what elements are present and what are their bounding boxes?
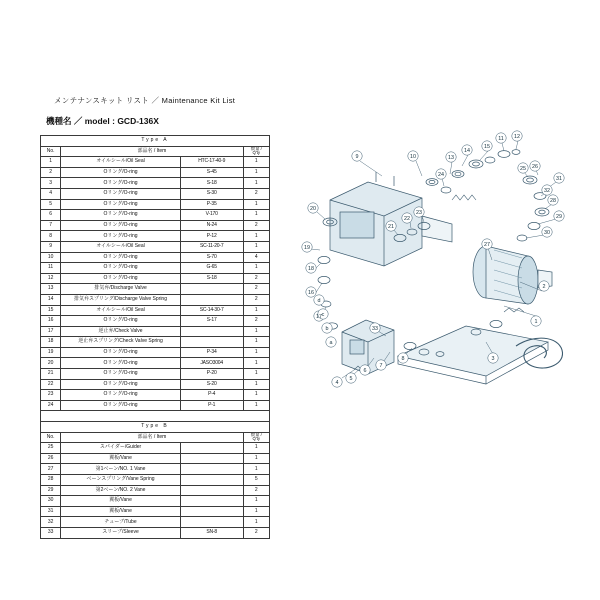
cell-code: SC-14-30-7 bbox=[180, 305, 243, 316]
cell-item: チューブ/Tube bbox=[61, 517, 181, 528]
model-label: 機種名 ／ model : bbox=[46, 116, 118, 126]
cell-code: P-12 bbox=[180, 231, 243, 242]
callout-label: 29 bbox=[556, 214, 562, 220]
cell-qty: 1 bbox=[243, 337, 269, 348]
cell-code: SC-11-20-7 bbox=[180, 241, 243, 252]
cell-qty: 2 bbox=[243, 188, 269, 199]
cell-qty: 1 bbox=[243, 358, 269, 369]
cell-item: Oリング/O-ring bbox=[61, 347, 181, 358]
table-row bbox=[41, 379, 270, 390]
cell-item: Oリング/O-ring bbox=[61, 167, 181, 178]
table-row bbox=[41, 527, 270, 538]
table-row bbox=[41, 369, 270, 380]
callout-label: 1 bbox=[534, 319, 538, 325]
table-row bbox=[41, 178, 270, 189]
cell-no: 33 bbox=[41, 527, 61, 538]
cell-no: 26 bbox=[41, 453, 61, 464]
cell-qty: 1 bbox=[243, 496, 269, 507]
cell-item: 翼板/Vane bbox=[61, 453, 181, 464]
cell-qty: 2 bbox=[243, 294, 269, 305]
cell-item: 翼板/Vane bbox=[61, 496, 181, 507]
table-row bbox=[41, 347, 270, 358]
table-row bbox=[41, 496, 270, 507]
callout-label: a bbox=[329, 340, 333, 346]
cell-no: 30 bbox=[41, 496, 61, 507]
callout-label: 14 bbox=[464, 148, 470, 154]
cell-no: 32 bbox=[41, 517, 61, 528]
callout-label: 18 bbox=[308, 266, 314, 272]
table-row bbox=[41, 284, 270, 295]
table-row bbox=[41, 475, 270, 486]
cell-item: Oリング/O-ring bbox=[61, 199, 181, 210]
cell-no: 6 bbox=[41, 210, 61, 221]
cell-no: 16 bbox=[41, 316, 61, 327]
cell-qty: 5 bbox=[243, 475, 269, 486]
callout-label: 28 bbox=[550, 198, 556, 204]
cell-qty: 1 bbox=[243, 379, 269, 390]
cell-item: Oリング/O-ring bbox=[61, 263, 181, 274]
cell-code bbox=[180, 326, 243, 337]
document-title: メンテナンスキット リスト ／ Maintenance Kit List bbox=[54, 96, 236, 105]
cell-no: 22 bbox=[41, 379, 61, 390]
cell-no: 3 bbox=[41, 178, 61, 189]
cell-no: 28 bbox=[41, 475, 61, 486]
callout-label: 5 bbox=[349, 376, 353, 382]
callout-label: c bbox=[321, 312, 325, 318]
table-row bbox=[41, 210, 270, 221]
cell-item: Oリング/O-ring bbox=[61, 369, 181, 380]
cell-code: V-170 bbox=[180, 210, 243, 221]
cell-item: 第2ベーン/NO. 2 Vane bbox=[61, 485, 181, 496]
cell-qty: 1 bbox=[243, 453, 269, 464]
cell-item: Oリング/O-ring bbox=[61, 210, 181, 221]
table-row bbox=[41, 273, 270, 284]
cell-item: Oリング/O-ring bbox=[61, 379, 181, 390]
cell-no: 9 bbox=[41, 241, 61, 252]
cell-qty: 1 bbox=[243, 263, 269, 274]
cell-item: Oリング/O-ring bbox=[61, 358, 181, 369]
header-no: No. bbox=[41, 146, 61, 157]
type-a-bar bbox=[41, 136, 270, 147]
cell-no: 27 bbox=[41, 464, 61, 475]
cell-no: 11 bbox=[41, 263, 61, 274]
cell-code: SN-8 bbox=[180, 527, 243, 538]
cell-qty: 2 bbox=[243, 316, 269, 327]
cell-code: P-35 bbox=[180, 199, 243, 210]
cell-qty: 2 bbox=[243, 220, 269, 231]
cell-code bbox=[180, 284, 243, 295]
cell-no: 2 bbox=[41, 167, 61, 178]
table-row bbox=[41, 358, 270, 369]
callout-label: 3 bbox=[491, 356, 495, 362]
table-row bbox=[41, 400, 270, 411]
cell-code: S-18 bbox=[180, 273, 243, 284]
cell-no: 23 bbox=[41, 390, 61, 401]
callout-label: 9 bbox=[355, 154, 359, 160]
cell-qty: 1 bbox=[243, 443, 269, 454]
cell-no: 18 bbox=[41, 337, 61, 348]
cell-qty: 1 bbox=[243, 517, 269, 528]
cell-qty: 1 bbox=[243, 369, 269, 380]
callout-label: 8 bbox=[401, 356, 405, 362]
cell-item: スリーブ/Sleeve bbox=[61, 527, 181, 538]
cell-no: 12 bbox=[41, 273, 61, 284]
type-a-label: Type A bbox=[41, 136, 270, 147]
cell-code: P-34 bbox=[180, 347, 243, 358]
motor bbox=[473, 246, 552, 304]
cell-no: 21 bbox=[41, 369, 61, 380]
callout-label: 24 bbox=[438, 172, 444, 178]
table-row bbox=[41, 263, 270, 274]
callout-label: d bbox=[317, 298, 321, 304]
cell-no: 15 bbox=[41, 305, 61, 316]
cell-item: Oリング/O-ring bbox=[61, 220, 181, 231]
pump-body bbox=[330, 172, 452, 266]
cell-item: Oリング/O-ring bbox=[61, 252, 181, 263]
cell-no: 10 bbox=[41, 252, 61, 263]
cell-code: JASO3004 bbox=[180, 358, 243, 369]
callout-label: 17 bbox=[316, 314, 322, 320]
table-row bbox=[41, 231, 270, 242]
cell-code bbox=[180, 337, 243, 348]
table-row bbox=[41, 316, 270, 327]
parts-table bbox=[40, 135, 270, 539]
table-row bbox=[41, 157, 270, 168]
callout-label: 4 bbox=[335, 380, 339, 386]
cell-code: G-65 bbox=[180, 263, 243, 274]
cell-no: 20 bbox=[41, 358, 61, 369]
cell-qty: 2 bbox=[243, 485, 269, 496]
cell-qty: 1 bbox=[243, 464, 269, 475]
cell-no: 25 bbox=[41, 443, 61, 454]
callout-label: 31 bbox=[556, 176, 562, 182]
cell-code bbox=[180, 475, 243, 486]
table-row bbox=[41, 506, 270, 517]
table-row bbox=[41, 464, 270, 475]
cell-qty: 1 bbox=[243, 390, 269, 401]
callout-label: 6 bbox=[363, 368, 367, 374]
cell-qty: 1 bbox=[243, 506, 269, 517]
cell-item: スパイダー/Guider bbox=[61, 443, 181, 454]
cell-qty: 1 bbox=[243, 241, 269, 252]
cell-item: Oリング/O-ring bbox=[61, 231, 181, 242]
cell-qty: 1 bbox=[243, 178, 269, 189]
callout-label: 23 bbox=[416, 210, 422, 216]
callout-label: 30 bbox=[544, 230, 550, 236]
callout-label: 13 bbox=[448, 155, 454, 161]
cell-qty: 2 bbox=[243, 284, 269, 295]
cell-qty: 1 bbox=[243, 157, 269, 168]
table-row bbox=[41, 326, 270, 337]
cell-item: Oリング/O-ring bbox=[61, 316, 181, 327]
table-row bbox=[41, 252, 270, 263]
cell-code bbox=[180, 485, 243, 496]
table-row bbox=[41, 443, 270, 454]
cell-code: P-1 bbox=[180, 400, 243, 411]
cell-no: 14 bbox=[41, 294, 61, 305]
cell-item: 排気弁スプリング/Discharge Valve Spring bbox=[61, 294, 181, 305]
cell-item: 翼板/Vane bbox=[61, 506, 181, 517]
table-row bbox=[41, 337, 270, 348]
cell-qty: 4 bbox=[243, 252, 269, 263]
table-spacer bbox=[41, 411, 270, 422]
cell-no: 1 bbox=[41, 157, 61, 168]
cell-code bbox=[180, 517, 243, 528]
parts-list-document bbox=[40, 95, 276, 539]
table-row bbox=[41, 453, 270, 464]
header-item: 部品名 / Item bbox=[61, 146, 243, 157]
cell-code bbox=[180, 464, 243, 475]
cell-item: オイルシール/Oil Seal bbox=[61, 157, 181, 168]
cell-qty: 1 bbox=[243, 231, 269, 242]
type-b-bar bbox=[41, 422, 270, 433]
table-row bbox=[41, 167, 270, 178]
callout-label: 22 bbox=[404, 216, 410, 222]
cell-code: HTC-17-40-9 bbox=[180, 157, 243, 168]
callout-label: 27 bbox=[484, 242, 490, 248]
type-b-label: Type B bbox=[41, 422, 270, 433]
cell-code: S-20 bbox=[180, 379, 243, 390]
cell-code bbox=[180, 294, 243, 305]
cell-code: N-24 bbox=[180, 220, 243, 231]
table-row bbox=[41, 390, 270, 401]
cell-qty: 1 bbox=[243, 347, 269, 358]
callout-label: 32 bbox=[544, 188, 550, 194]
table-header-b bbox=[41, 432, 270, 443]
header-qty: 数量 / Q'ty bbox=[243, 432, 269, 443]
callout-label: 20 bbox=[310, 206, 316, 212]
header-qty: 数量 / Q'ty bbox=[243, 146, 269, 157]
cell-item: ベーンスプリング/Vane Spring bbox=[61, 475, 181, 486]
cell-code bbox=[180, 443, 243, 454]
cell-code bbox=[180, 453, 243, 464]
cell-qty: 2 bbox=[243, 527, 269, 538]
callout-label: 21 bbox=[388, 224, 394, 230]
cell-item: Oリング/O-ring bbox=[61, 188, 181, 199]
cell-no: 31 bbox=[41, 506, 61, 517]
cell-no: 4 bbox=[41, 188, 61, 199]
cell-no: 19 bbox=[41, 347, 61, 358]
table-row bbox=[41, 241, 270, 252]
exploded-parts-diagram bbox=[290, 120, 580, 410]
model-value: GCD-136X bbox=[117, 116, 159, 126]
cell-code: S-30 bbox=[180, 188, 243, 199]
cell-code: S-18 bbox=[180, 178, 243, 189]
callout-label: 15 bbox=[484, 144, 490, 150]
callout-label: 2 bbox=[542, 284, 546, 290]
header-item: 部品名 / Item bbox=[61, 432, 243, 443]
table-row bbox=[41, 485, 270, 496]
header-no: No. bbox=[41, 432, 61, 443]
cell-item: Oリング/O-ring bbox=[61, 178, 181, 189]
table-row bbox=[41, 199, 270, 210]
cell-item: 排気弁/Discharge Valve bbox=[61, 284, 181, 295]
cell-no: 5 bbox=[41, 199, 61, 210]
cell-item: 第1ベーン/NO. 1 Vane bbox=[61, 464, 181, 475]
cell-qty: 1 bbox=[243, 199, 269, 210]
callout-label: b bbox=[325, 326, 329, 332]
callout-label: 10 bbox=[410, 154, 416, 160]
table-row bbox=[41, 220, 270, 231]
cell-qty: 1 bbox=[243, 210, 269, 221]
cell-item: オイルシール/Oil Seal bbox=[61, 305, 181, 316]
cell-code: S-45 bbox=[180, 167, 243, 178]
callout-label: 19 bbox=[304, 245, 310, 251]
callout-label: 16 bbox=[308, 290, 314, 296]
cell-no: 13 bbox=[41, 284, 61, 295]
cell-no: 17 bbox=[41, 326, 61, 337]
cell-item: 逆止弁スプリング/Check Valve Spring bbox=[61, 337, 181, 348]
cell-code bbox=[180, 496, 243, 507]
callout-label: 11 bbox=[498, 136, 504, 142]
callout-label: 12 bbox=[514, 134, 520, 140]
cell-item: オイルシール/Oil Seal bbox=[61, 241, 181, 252]
cell-qty: 1 bbox=[243, 167, 269, 178]
cell-qty: 1 bbox=[243, 400, 269, 411]
callout-label: 33 bbox=[372, 326, 378, 332]
cell-qty: 1 bbox=[243, 305, 269, 316]
cell-no: 24 bbox=[41, 400, 61, 411]
table-row bbox=[41, 517, 270, 528]
table-header-a bbox=[41, 146, 270, 157]
model-line bbox=[46, 115, 276, 127]
table-row bbox=[41, 188, 270, 199]
cell-qty: 2 bbox=[243, 273, 269, 284]
table-row bbox=[41, 294, 270, 305]
cell-item: Oリング/O-ring bbox=[61, 273, 181, 284]
cell-no: 7 bbox=[41, 220, 61, 231]
cell-item: Oリング/O-ring bbox=[61, 390, 181, 401]
cell-code bbox=[180, 506, 243, 517]
callout-label: 26 bbox=[532, 164, 538, 170]
cell-code: P-20 bbox=[180, 369, 243, 380]
cell-no: 29 bbox=[41, 485, 61, 496]
parts-table-body bbox=[41, 136, 270, 539]
table-row bbox=[41, 305, 270, 316]
cell-code: S-17 bbox=[180, 316, 243, 327]
cell-qty: 1 bbox=[243, 326, 269, 337]
cell-item: Oリング/O-ring bbox=[61, 400, 181, 411]
cell-code: P-4 bbox=[180, 390, 243, 401]
cell-code: S-70 bbox=[180, 252, 243, 263]
callout-label: 25 bbox=[520, 166, 526, 172]
cell-no: 8 bbox=[41, 231, 61, 242]
cell-item: 逆止弁/Check Valve bbox=[61, 326, 181, 337]
callout-label: 7 bbox=[379, 363, 383, 369]
